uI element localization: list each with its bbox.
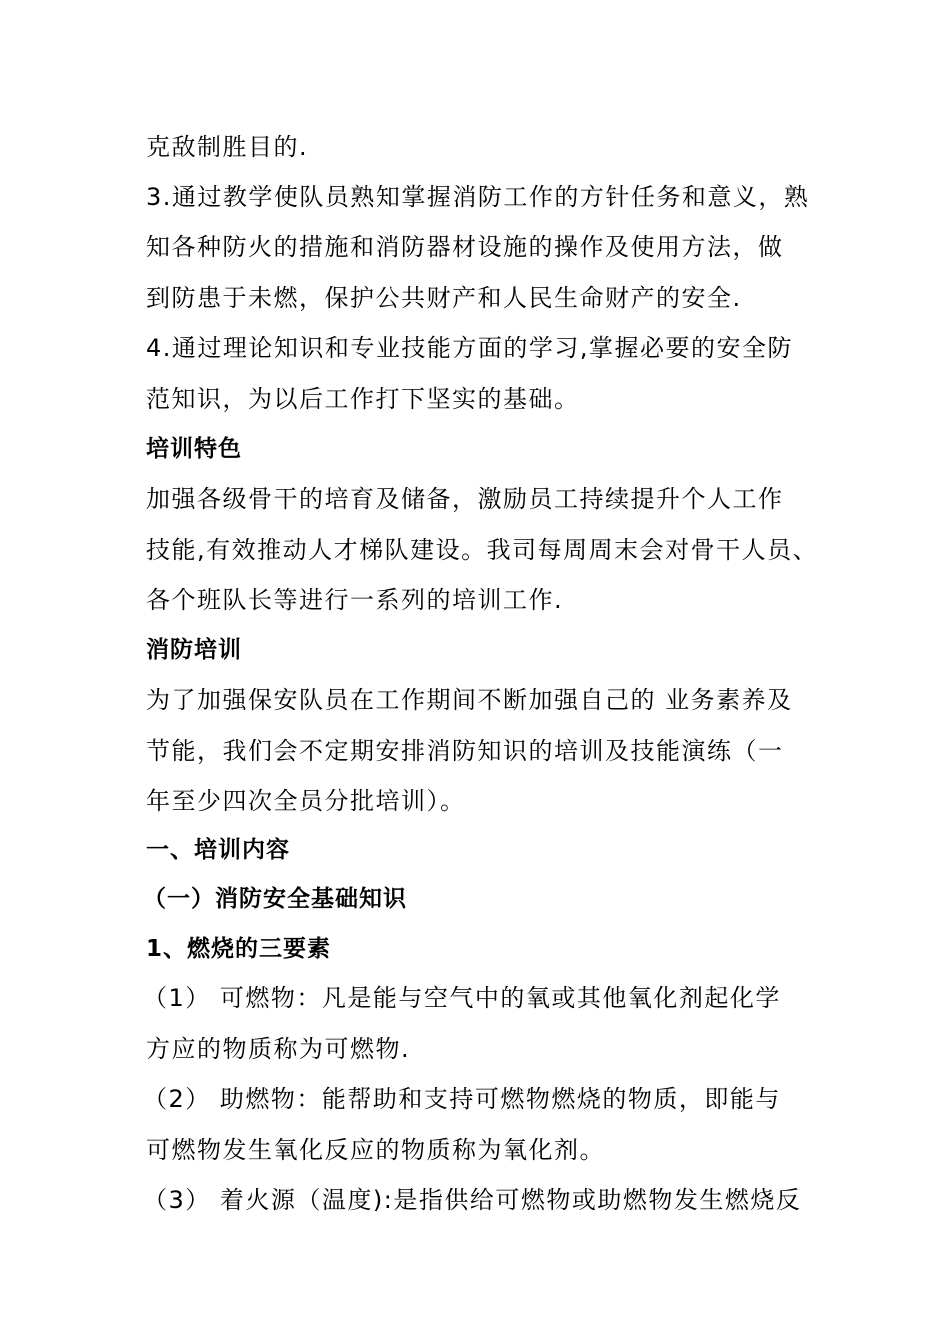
- paragraph-line: 克敌制胜目的.: [146, 133, 309, 161]
- section-heading-training-feature: 培训特色: [146, 436, 242, 462]
- paragraph-line: 节能，我们会不定期安排消防知识的培训及技能演练（一: [146, 737, 784, 765]
- section-heading-basics: （一）消防安全基础知识: [143, 886, 407, 912]
- list-item-line: （2） 助燃物：能帮助和支持可燃物燃烧的物质，即能与: [143, 1085, 781, 1113]
- paragraph-line: 为了加强保安队员在工作期间不断加强自己的 业务素养及: [146, 686, 793, 714]
- paragraph-line: 4.通过理论知识和专业技能方面的学习,掌握必要的安全防: [146, 334, 794, 362]
- list-item-line: （3） 着火源（温度):是指供给可燃物或助燃物发生燃烧反: [143, 1186, 802, 1214]
- list-item-line: 方应的物质称为可燃物.: [146, 1035, 411, 1063]
- list-item-line: （1） 可燃物：凡是能与空气中的氧或其他氧化剂起化学: [143, 984, 781, 1012]
- section-heading-fire-training: 消防培训: [146, 637, 242, 663]
- paragraph-line: 技能,有效推动人才梯队建设。我司每周周末会对骨干人员、: [146, 536, 819, 564]
- paragraph-line: 范知识，为以后工作打下坚实的基础。: [146, 385, 580, 413]
- paragraph-line: 各个班队长等进行一系列的培训工作.: [146, 586, 564, 614]
- section-heading-content: 一、培训内容: [146, 837, 290, 863]
- paragraph-line: 年至少四次全员分批培训）。: [146, 787, 466, 815]
- list-item-line: 可燃物发生氧化反应的物质称为氧化剂。: [146, 1136, 605, 1164]
- section-heading-three-elements: 1、燃烧的三要素: [146, 936, 332, 962]
- paragraph-line: 知各种防火的措施和消防器材设施的操作及使用方法，做: [146, 233, 784, 261]
- paragraph-line: 3.通过教学使队员熟知掌握消防工作的方针任务和意义，熟: [146, 183, 810, 211]
- paragraph-line: 加强各级骨干的培育及储备，激励员工持续提升个人工作: [146, 485, 784, 513]
- paragraph-line: 到防患于未燃，保护公共财产和人民生命财产的安全.: [146, 284, 742, 312]
